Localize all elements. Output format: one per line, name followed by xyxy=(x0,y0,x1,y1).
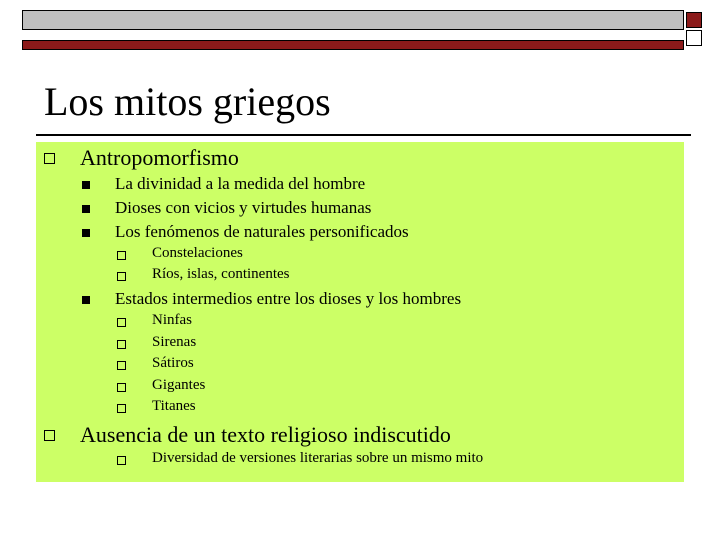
hollow-square-bullet-icon xyxy=(117,272,126,281)
hollow-square-bullet-icon xyxy=(117,361,126,370)
solid-square-bullet-icon xyxy=(82,205,90,213)
title-divider xyxy=(36,134,691,136)
bullet-level3: Sirenas xyxy=(152,334,197,350)
bullet-level3: Sátiros xyxy=(152,355,194,371)
bullet-level1: Ausencia de un texto religioso indiscutido xyxy=(80,422,451,447)
bullet-level1: Antropomorfismo xyxy=(80,145,239,170)
corner-square-dark xyxy=(686,12,702,28)
slide-title: Los mitos griegos xyxy=(44,79,331,124)
hollow-square-bullet-icon xyxy=(117,340,126,349)
bullet-level2: Estados intermedios entre los dioses y los hombres xyxy=(115,289,462,308)
hollow-square-bullet-icon xyxy=(117,456,126,465)
bullet-level3: Constelaciones xyxy=(152,245,243,261)
bullet-level2: Dioses con vicios y virtudes humanas xyxy=(115,198,372,217)
hollow-square-bullet-icon xyxy=(117,318,126,327)
solid-square-bullet-icon xyxy=(82,296,90,304)
solid-square-bullet-icon xyxy=(82,181,90,189)
hollow-square-bullet-icon xyxy=(117,251,126,260)
bullet-level3: Diversidad de versiones literarias sobre un mismo mito xyxy=(152,450,484,466)
top-bar-frame xyxy=(22,10,684,30)
bullet-level3: Titanes xyxy=(152,398,196,414)
accent-strip xyxy=(22,40,684,50)
bullet-level2: La divinidad a la medida del hombre xyxy=(115,174,366,193)
bullet-level2: Los fenómenos de naturales personificados xyxy=(115,222,409,241)
hollow-square-bullet-icon xyxy=(117,383,126,392)
top-decorative-bar xyxy=(22,10,684,40)
hollow-square-bullet-icon xyxy=(44,430,55,441)
bullet-level3: Ríos, islas, continentes xyxy=(152,266,290,282)
bullet-level3: Ninfas xyxy=(152,312,192,328)
bullet-level3: Gigantes xyxy=(152,377,206,393)
hollow-square-bullet-icon xyxy=(117,404,126,413)
solid-square-bullet-icon xyxy=(82,229,90,237)
corner-square-light xyxy=(686,30,702,46)
hollow-square-bullet-icon xyxy=(44,153,55,164)
